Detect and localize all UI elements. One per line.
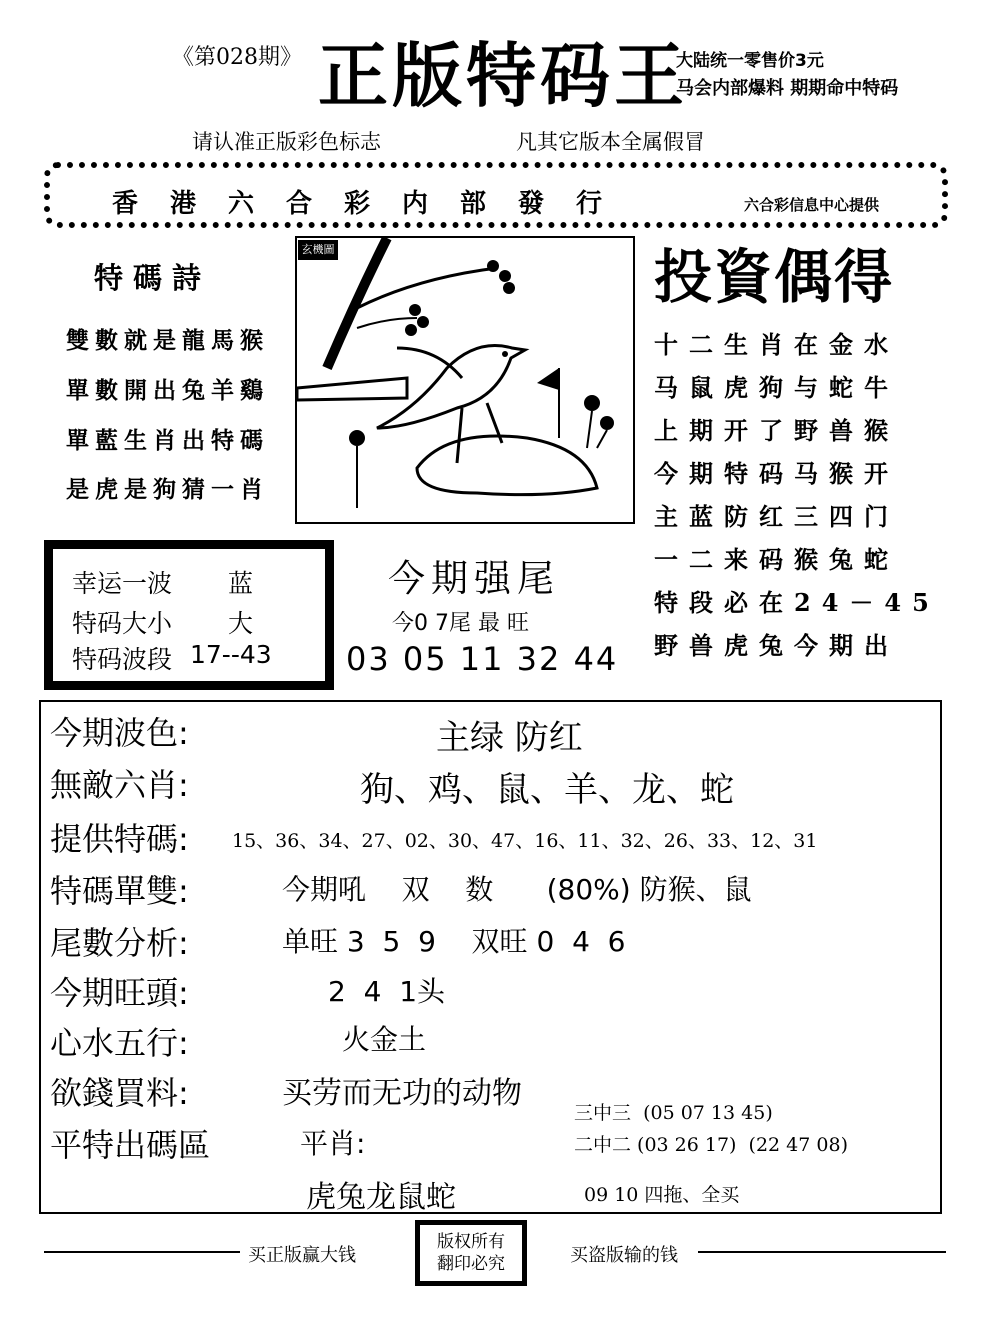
banner-note: 六合彩信息中心提供 xyxy=(744,196,880,214)
poem-line: 雙數就是龍馬猴 xyxy=(66,327,269,354)
authenticity-note-right: 凡其它版本全属假冒 xyxy=(516,130,705,154)
riddle-value: 买劳而无功的动物 xyxy=(282,1076,522,1111)
lucky-wave-label: 幸运一波 xyxy=(72,569,173,598)
tail-label: 尾數分析: xyxy=(50,924,189,962)
six-zodiac-value: 狗、鸡、鼠、羊、龙、蛇 xyxy=(360,770,734,810)
right-line: 马鼠虎狗与蛇牛 xyxy=(654,373,899,402)
picture-label: 玄機圖 xyxy=(298,240,338,260)
copyright-stamp xyxy=(415,1220,527,1286)
wuxing-label: 心水五行: xyxy=(50,1024,189,1062)
right-line: 上期开了野兽猴 xyxy=(654,416,899,445)
odd-even-value: 今期吼 双 数 (80%) 防猴、鼠 xyxy=(282,873,752,906)
right-line: 特段必在24－45 xyxy=(654,588,940,617)
bird-illustration-icon xyxy=(297,238,633,522)
poem-line: 單數開出兔羊鷄 xyxy=(66,377,269,404)
combo-three: 三中三 (05 07 13 45) xyxy=(574,1102,773,1124)
lucky-wave-value: 蓝 xyxy=(228,569,254,598)
issue-number: 《第028期》 xyxy=(172,45,302,70)
combo-two: 二中二 (03 26 17) (22 47 08) xyxy=(574,1134,848,1156)
six-zodiac-label: 無敵六肖: xyxy=(50,766,189,804)
size-label: 特码大小 xyxy=(72,609,173,638)
footer-left-text: 买正版赢大钱 xyxy=(248,1245,356,1266)
price-text: 大陆统一零售价3元 xyxy=(676,51,824,71)
footer-right-text: 买盗版输的钱 xyxy=(570,1245,678,1266)
authenticity-note-left: 请认准正版彩色标志 xyxy=(192,130,381,154)
strong-tail-title: 今期强尾 xyxy=(388,557,560,600)
stamp-line: 翻印必究 xyxy=(437,1254,505,1274)
poem-title: 特碼詩 xyxy=(94,261,212,295)
wave-color-value: 主绿 防红 xyxy=(436,718,583,758)
right-line: 主蓝防红三四门 xyxy=(654,502,899,531)
tail-value: 单旺 3 5 9 双旺 0 4 6 xyxy=(282,925,626,958)
footer-rule-right xyxy=(698,1251,946,1253)
flat-code-label: 平特出碼區 xyxy=(50,1126,211,1164)
odd-even-label: 特碼單雙: xyxy=(50,872,189,910)
flat-zodiac-label: 平肖: xyxy=(300,1127,366,1160)
wave-range-label: 特码波段 xyxy=(72,645,173,674)
codes-label: 提供特碼: xyxy=(50,820,189,858)
banner-text: 香港六合彩内部發行 xyxy=(112,189,635,219)
wave-range-value: 17--43 xyxy=(190,640,272,669)
right-line: 野兽虎兔今期出 xyxy=(654,631,899,660)
poem-line: 單藍生肖出特碼 xyxy=(66,427,269,454)
wave-color-label: 今期波色: xyxy=(50,714,189,752)
page-title: 正版特码王 xyxy=(318,34,688,117)
codes-value: 15、36、34、27、02、30、47、16、11、32、26、33、12、31 xyxy=(232,830,818,852)
right-line: 今期特码马猴开 xyxy=(654,459,899,488)
investment-title: 投資偶得 xyxy=(654,243,895,311)
head-value: 2 4 1头 xyxy=(328,975,446,1008)
strong-tail-numbers: 03 05 11 32 44 xyxy=(346,640,619,678)
stamp-line: 版权所有 xyxy=(437,1232,505,1252)
size-value: 大 xyxy=(228,609,254,638)
head-label: 今期旺頭: xyxy=(50,974,189,1012)
poem-line: 是虎是狗猜一肖 xyxy=(66,476,269,503)
footer-rule-left xyxy=(44,1251,240,1253)
right-line: 一二来码猴兔蛇 xyxy=(654,545,899,574)
combo-drag: 09 10 四拖、全买 xyxy=(584,1184,740,1206)
riddle-picture xyxy=(295,236,635,524)
riddle-label: 欲錢買料: xyxy=(50,1074,189,1112)
strong-tail-subtitle: 今0 7尾 最 旺 xyxy=(392,611,529,636)
right-line: 十二生肖在金水 xyxy=(654,330,899,359)
tagline: 马会内部爆料 期期命中特码 xyxy=(676,78,899,99)
flat-zodiac-value: 虎兔龙鼠蛇 xyxy=(306,1180,456,1215)
wuxing-value: 火金土 xyxy=(342,1023,427,1056)
